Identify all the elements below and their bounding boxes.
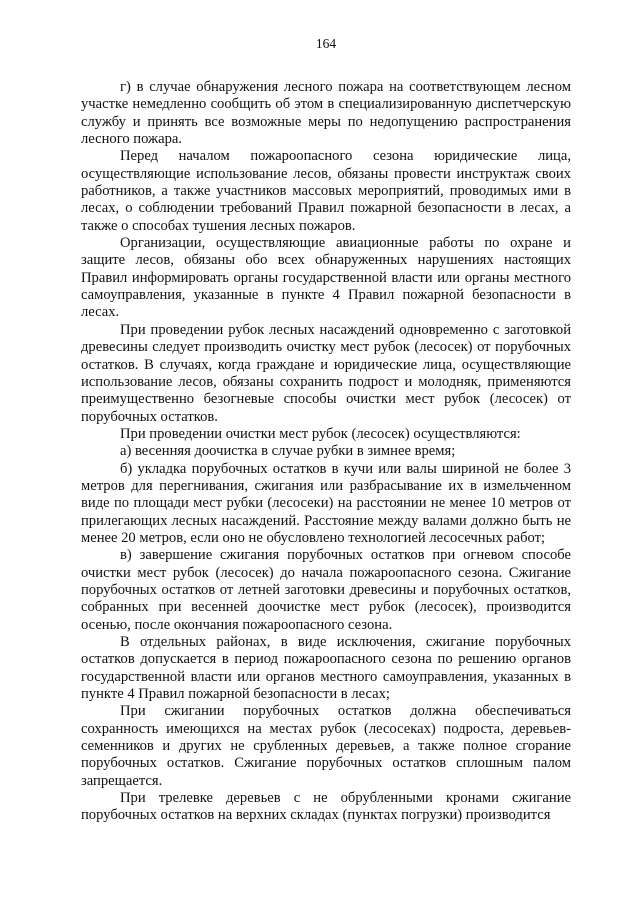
document-page xyxy=(81,0,571,825)
paragraph-4: При проведении рубок лесных насаждений одновременно с заготовкой древесины следует производить очистку мест рубок (лесосек) от порубочных остатков. В случаях, когда граждане и юридические лица, осуществляющие использование лесов, обязаны сохранить подрост и молодняк, применяются преимущественно безогневые способы очистки мест рубок (лесосек) от порубочных остатков. xyxy=(81,321,571,425)
paragraph-9: В отдельных районах, в виде исключения, сжигание порубочных остатков допускается в период пожароопасного сезона по решению органов государственной власти или органов местного самоуправления, указанных в пункте 4 Правил пожарной безопасности в лесах; xyxy=(81,634,571,703)
paragraph-3: Организации, осуществляющие авиационные работы по охране и защите лесов, обязаны обо всех обнаруженных нарушениях настоящих Правил информировать органы государственной власти или органы местного самоуправления, указанные в пункте 4 Правил пожарной безопасности в лесах. xyxy=(81,235,571,321)
paragraph-7: б) укладка порубочных остатков в кучи или валы шириной не более 3 метров для перегнивания, сжигания или разбрасывание их в измельченном виде по площади мест рубки (лесосеки) на расстоянии не менее 10 метров от прилегающих лесных насаждений. Расстояние между валами должно быть не менее 20 метров, если оно не обусловлено технологией лесосечных работ; xyxy=(81,460,571,546)
paragraph-2: Перед началом пожароопасного сезона юридические лица, осуществляющие использование лесов, обязаны провести инструктаж своих работников, а также участников массовых мероприятий, проводимых ими в лесах, о соблюдении требований Правил пожарной безопасности в лесах, а также о способах тушения лесных пожаров. xyxy=(81,148,571,234)
page-number: 164 xyxy=(315,36,337,51)
paragraph-5: При проведении очистки мест рубок (лесосек) осуществляются: xyxy=(120,425,521,442)
paragraph-11: При трелевке деревьев с не обрубленными кронами сжигание порубочных остатков на верхних складах (пунктах погрузки) производится xyxy=(81,790,571,824)
paragraph-1: г) в случае обнаружения лесного пожара на соответствующем лесном участке немедленно сообщить об этом в специализированную диспетчерскую службу и принять все возможные меры по недопущению распространения лесного пожара. xyxy=(81,79,571,148)
paragraph-10: При сжигании порубочных остатков должна обеспечиваться сохранность имеющихся на местах рубок (лесосеках) подроста, деревьев-семенников и других не срубленных деревьев, а также полное сгорание порубочных остатков. Сжигание порубочных остатков сплошным палом запрещается. xyxy=(81,703,571,789)
paragraph-6: а) весенняя доочистка в случае рубки в зимнее время; xyxy=(120,443,456,460)
paragraph-8: в) завершение сжигания порубочных остатков при огневом способе очистки мест рубок (лесосек) до начала пожароопасного сезона. Сжигание порубочных остатков от летней заготовки древесины и порубочных остатков, собранных при весенней доочистке мест рубок (лесосек), производится осенью, после окончания пожароопасного сезона. xyxy=(81,547,571,633)
